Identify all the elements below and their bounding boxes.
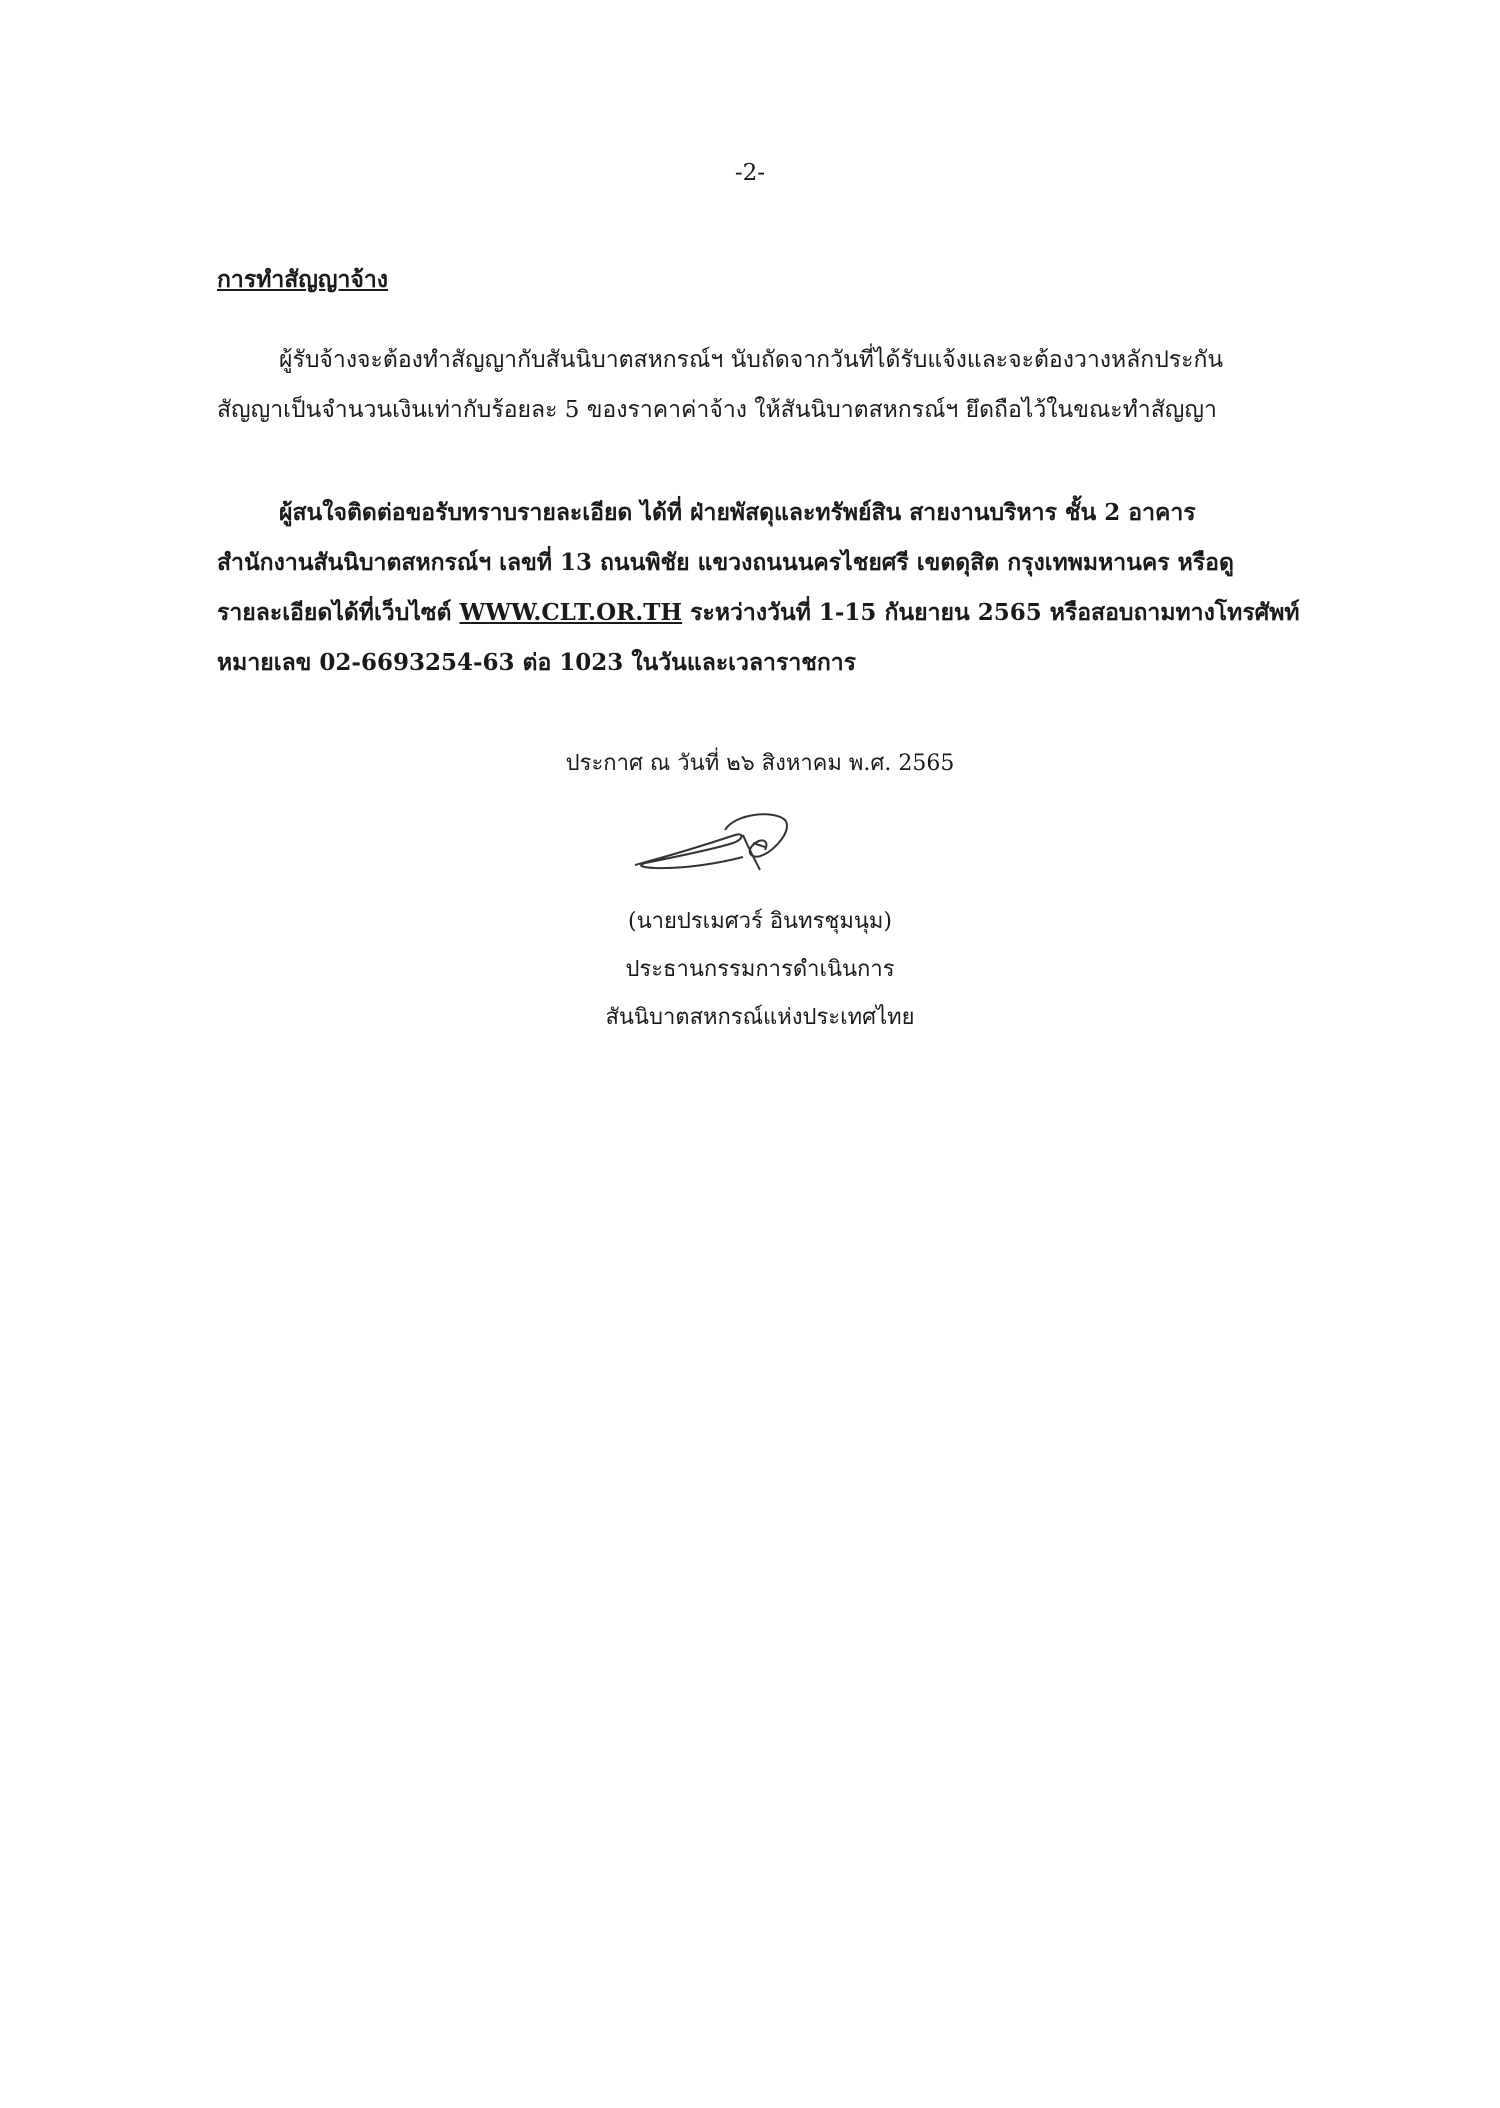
page-number: -2-: [734, 160, 766, 186]
handwritten-signature: [625, 805, 825, 880]
contact-line-3-suffix: ระหว่างวันที่ 1-15 กันยายน 2565 หรือสอบถามทางโทรศัพท์: [682, 599, 1300, 626]
announcement-date: ประกาศ ณ วันที่ ๒๖ สิงหาคม พ.ศ. 2565: [565, 751, 955, 776]
contact-line-3-prefix: รายละเอียดได้ที่เว็บไซต์: [217, 599, 460, 626]
contract-line-1: ผู้รับจ้างจะต้องทำสัญญากับสันนิบาตสหกรณ์ฯ นับถัดจากวันที่ได้รับแจ้งและจะต้องวางหลักประกัน: [279, 347, 1224, 373]
website-link[interactable]: WWW.CLT.OR.TH: [459, 599, 683, 626]
contact-line-1: ผู้สนใจติดต่อขอรับทราบรายละเอียด ได้ที่ ฝ่ายพัสดุและทรัพย์สิน สายงานบริหาร ชั้น 2 อาคาร: [279, 499, 1196, 526]
signatory-position: ประธานกรรมการดำเนินการ: [625, 957, 895, 982]
signature-block: [0, 898, 1500, 1042]
contact-paragraph: [217, 488, 1317, 688]
contract-paragraph: [217, 335, 1317, 435]
section-heading: การทำสัญญาจ้าง: [217, 266, 389, 293]
contact-line-4: หมายเลข 02-6693254-63 ต่อ 1023 ในวันและเวลาราชการ: [217, 649, 857, 676]
contact-line-3: [217, 588, 1317, 638]
contact-line-2: สำนักงานสันนิบาตสหกรณ์ฯ เลขที่ 13 ถนนพิชัย แขวงถนนนครไชยศรี เขตดุสิต กรุงเทพมหานคร หรือดู: [217, 549, 1234, 576]
contract-line-2: สัญญาเป็นจำนวนเงินเท่ากับร้อยละ 5 ของราคาค่าจ้าง ให้สันนิบาตสหกรณ์ฯ ยึดถือไว้ในขณะทำสัญญา: [217, 397, 1217, 423]
signatory-name: (นายปรเมศวร์ อินทรชุมนุม): [628, 909, 892, 934]
signatory-organization: สันนิบาตสหกรณ์แห่งประเทศไทย: [605, 1005, 915, 1030]
